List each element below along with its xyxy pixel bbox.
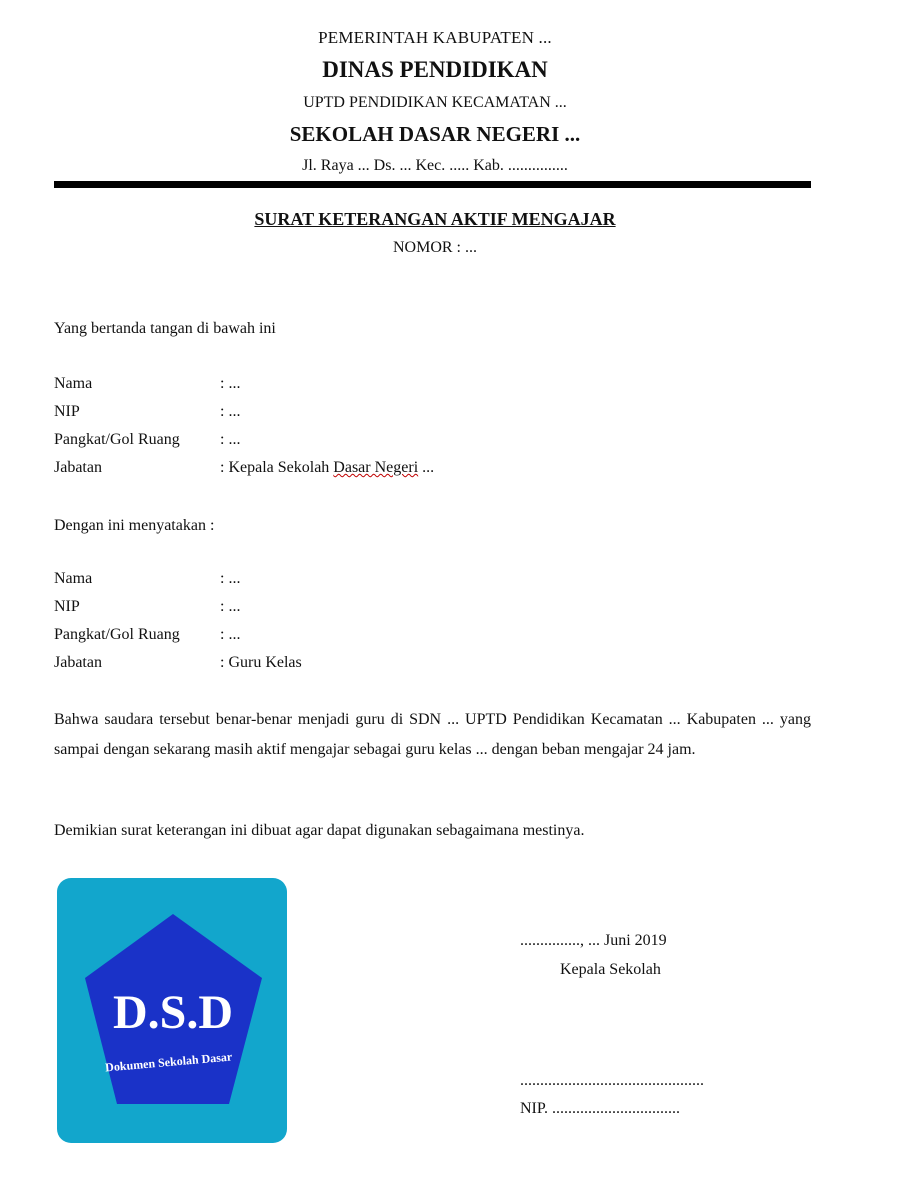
field-label: Pangkat/Gol Ruang [54, 431, 180, 448]
header-address: Jl. Raya ... Ds. ... Kec. ..... Kab. ............... [302, 157, 568, 174]
document-number: NOMOR : ... [392, 239, 477, 256]
field-label: Nama [54, 570, 93, 587]
school-logo [57, 878, 287, 1143]
signer-row-nip [54, 403, 754, 427]
logo-caption: Dokumen Sekolah Dasar [104, 1049, 233, 1075]
signature-name-line: .............................................. [520, 1072, 704, 1089]
signature-date: ..............., ... Juni 2019 [520, 932, 667, 949]
closing-text: Demikian surat keterangan ini dibuat agar dapat digunakan sebagaimana mestinya. [54, 822, 585, 839]
signature-role: Kepala Sekolah [560, 961, 661, 978]
pentagon-emblem-icon [57, 878, 287, 1143]
statement-paragraph: Bahwa saudara tersebut benar-benar menjadi guru di SDN ... UPTD Pendidikan Kecamatan ... Kabupaten ... yang sampai dengan sekarang masih aktif mengajar sebagai guru kelas ... dengan beban mengajar 24 jam. [54, 711, 811, 758]
field-label: Pangkat/Gol Ruang [54, 626, 180, 643]
header-agency: DINAS PENDIDIKAN [322, 57, 548, 82]
teacher-row-rank [54, 626, 754, 650]
teacher-row-nip [54, 598, 754, 622]
field-value: : ... [220, 598, 241, 615]
header-divider [54, 181, 811, 188]
field-label: Jabatan [54, 654, 102, 671]
field-value: : ... [220, 570, 241, 587]
teacher-row-name [54, 570, 754, 594]
field-value: : ... [220, 431, 241, 448]
spellcheck-flagged-text: Dasar Negeri [333, 459, 419, 476]
document-title: SURAT KETERANGAN AKTIF MENGAJAR [254, 209, 616, 229]
field-value-suffix: ... [418, 459, 435, 476]
field-value-prefix: : Kepala Sekolah [220, 459, 334, 476]
header-government: PEMERINTAH KABUPATEN ... [318, 28, 552, 47]
field-value: : ... [220, 375, 241, 392]
field-label: Nama [54, 375, 93, 392]
field-value: : Guru Kelas [220, 654, 302, 671]
field-label: Jabatan [54, 459, 102, 476]
signer-row-rank [54, 431, 754, 455]
signer-row-name [54, 375, 754, 399]
field-value: : ... [220, 403, 241, 420]
header-school: SEKOLAH DASAR NEGERI ... [289, 122, 581, 146]
field-label: NIP [54, 403, 80, 420]
declare-text: Dengan ini menyatakan : [54, 517, 215, 534]
field-value [220, 459, 434, 477]
signature-nip: NIP. ................................ [520, 1100, 681, 1117]
signer-row-position [54, 459, 754, 483]
field-value: : ... [220, 626, 241, 643]
logo-mark: D.S.D [112, 986, 234, 1039]
field-label: NIP [54, 598, 80, 615]
intro-text: Yang bertanda tangan di bawah ini [54, 320, 276, 337]
header-uptd: UPTD PENDIDIKAN KECAMATAN ... [303, 94, 567, 111]
teacher-row-position [54, 654, 754, 678]
